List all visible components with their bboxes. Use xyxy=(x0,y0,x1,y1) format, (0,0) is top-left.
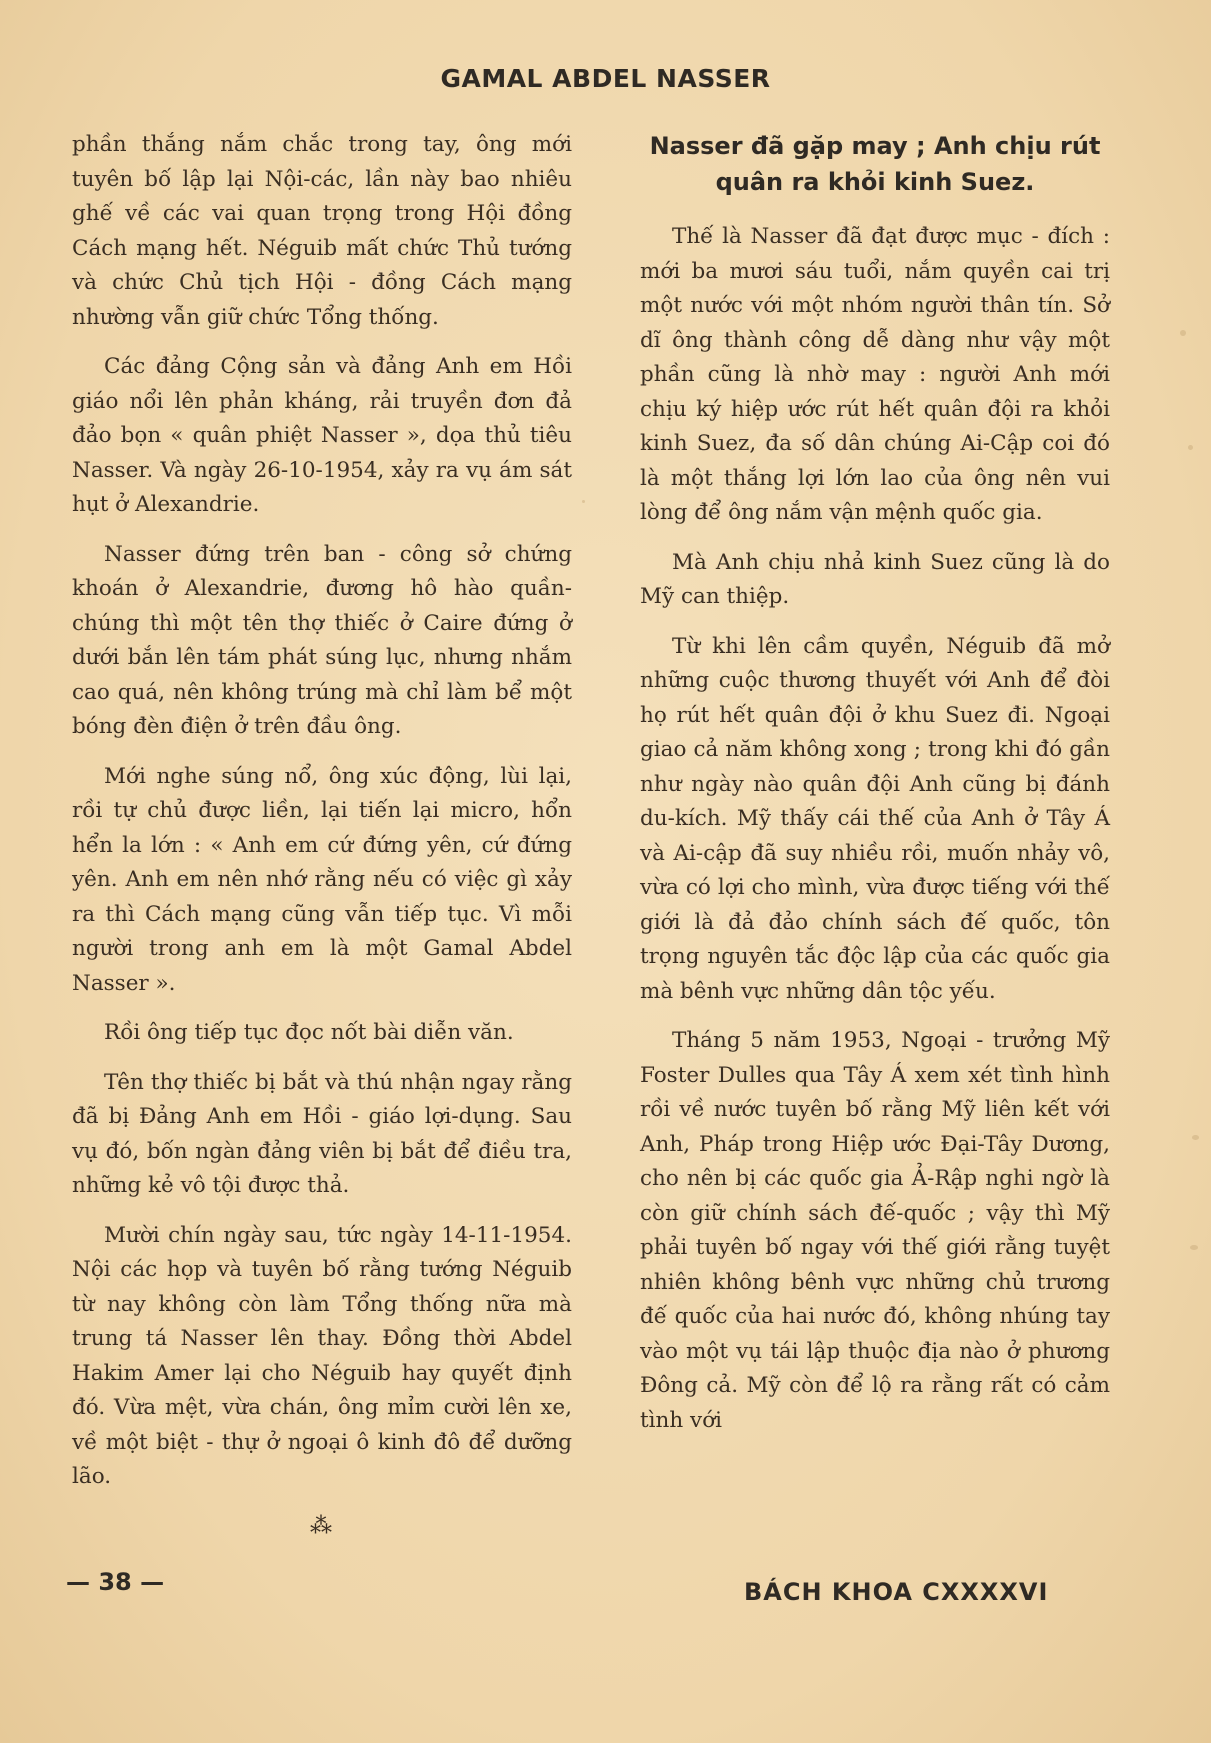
right-column xyxy=(640,128,1110,1453)
paragraph: Mười chín ngày sau, tức ngày 14-11-1954. Nội các họp và tuyên bố rằng tướng Néguib từ nay không còn làm Tổng thống nữa mà trung tá Nasser lên thay. Đồng thời Abdel Hakim Amer lại cho Néguib hay quyết định đó. Vừa mệt, vừa chán, ông mỉm cười lên xe, về một biệt - thự ở ngoại ô kinh đô để dưỡng lão. xyxy=(72,1222,572,1489)
paragraph: Tháng 5 năm 1953, Ngoại - trưởng Mỹ Foster Dulles qua Tây Á xem xét tình hình rồi về nước tuyên bố rằng Mỹ liên kết với Anh, Pháp trong Hiệp ước Đại-Tây Dương, cho nên bị các quốc gia Ả-Rập nghi ngờ là còn giữ chính sách đế-quốc ; vậy thì Mỹ phải tuyên bố ngay với thế giới rằng tuyệt nhiên không bênh vực những chủ trương đế quốc của hai nước đó, không nhúng tay vào một vụ tái lập thuộc địa nào ở phương Đông cả. Mỹ còn để lộ ra rằng rất có cảm tình với xyxy=(640,1028,1110,1433)
paragraph: Mới nghe súng nổ, ông xúc động, lùi lại, rồi tự chủ được liền, lại tiến lại micro, hổn hển la lớn : « Anh em cứ đứng yên, cứ đứng yên. Anh em nên nhớ rằng nếu có việc gì xảy ra thì Cách mạng cũng vẫn tiếp tục. Vì mỗi người trong anh em là một Gamal Abdel Nasser ». xyxy=(72,763,572,996)
paragraph: Mà Anh chịu nhả kinh Suez cũng là do Mỹ can thiệp. xyxy=(640,549,1110,609)
paragraph: Thế là Nasser đã đạt được mục - đích : mới ba mươi sáu tuổi, nắm quyền cai trị một nước với một nhóm người thân tín. Sở dĩ ông thành công dễ dàng như vậy một phần cũng là nhờ may : người Anh mới chịu ký hiệp ước rút hết quân đội ra khỏi kinh Suez, đa số dân chúng Ai-Cập coi đó là một thắng lợi lớn lao của ông nên vui lòng để ông nắm vận mệnh quốc gia. xyxy=(640,224,1110,525)
paragraph: Từ khi lên cầm quyền, Néguib đã mở những cuộc thương thuyết với Anh để đòi họ rút hết quân đội ở khu Suez đi. Ngoại giao cả năm không xong ; trong khi đó gần như ngày nào quân đội Anh cũng bị đánh du-kích. Mỹ thấy cái thế của Anh ở Tây Á và Ai-cập đã suy nhiều rồi, muốn nhảy vô, vừa có lợi cho mình, vừa được tiếng với thế giới là đả đảo chính sách đế quốc, tôn trọng nguyên tắc độc lập của các quốc gia mà bênh vực những dân tộc yếu. xyxy=(640,633,1110,1004)
section-separator: ⁂ xyxy=(310,1513,334,1539)
paragraph: Nasser đứng trên ban - công sở chứng khoán ở Alexandrie, đương hô hào quần-chúng thì một tên thợ thiếc ở Caire đứng ở dưới bắn lên tám phát súng lục, nhưng nhắm cao quá, nên không trúng mà chỉ làm bể một bóng đèn điện ở trên đầu ông. xyxy=(72,541,572,739)
paragraph: Rồi ông tiếp tục đọc nốt bài diễn văn. xyxy=(104,1020,514,1045)
page-number: — 38 — xyxy=(66,1568,165,1596)
left-column xyxy=(72,128,572,1544)
section-heading: Nasser đã gặp may ; Anh chịu rút quân ra khỏi kinh Suez. xyxy=(649,132,1101,196)
paragraph: Các đảng Cộng sản và đảng Anh em Hồi giáo nổi lên phản kháng, rải truyền đơn đả đảo bọn « quân phiệt Nasser », dọa thủ tiêu Nasser. Và ngày 26-10-1954, xảy ra vụ ám sát hụt ở Alexandrie. xyxy=(72,354,572,517)
journal-name: BÁCH KHOA CXXXXVI xyxy=(744,1578,1049,1606)
paragraph: Tên thợ thiếc bị bắt và thú nhận ngay rằng đã bị Đảng Anh em Hồi - giáo lợi-dụng. Sau vụ đó, bốn ngàn đảng viên bị bắt để điều tra, những kẻ vô tội được thả. xyxy=(72,1069,572,1198)
paragraph: phần thắng nắm chắc trong tay, ông mới tuyên bố lập lại Nội-các, lần này bao nhiêu ghế về các vai quan trọng trong Hội đồng Cách mạng hết. Néguib mất chức Thủ tướng và chức Chủ tịch Hội - đồng Cách mạng nhường vẫn giữ chức Tổng thống. xyxy=(72,132,572,330)
running-header: GAMAL ABDEL NASSER xyxy=(440,64,771,93)
